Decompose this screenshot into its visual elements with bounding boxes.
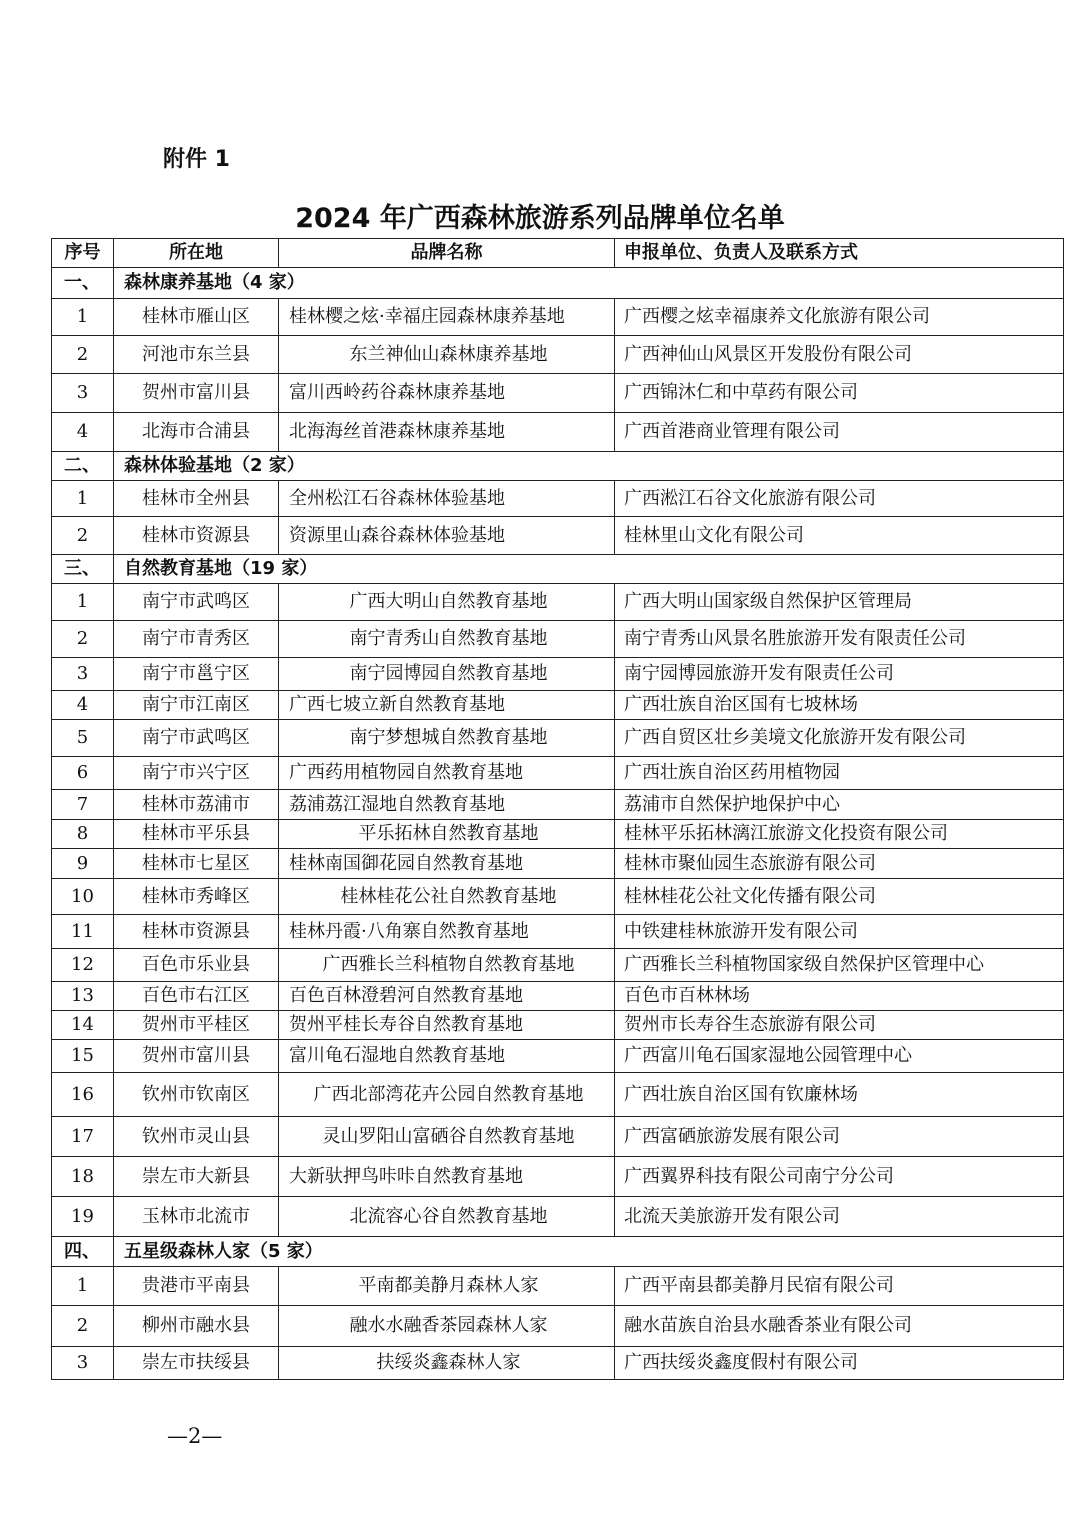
row-location: 玉林市北流市 xyxy=(114,1197,279,1237)
row-location: 钦州市灵山县 xyxy=(114,1117,279,1157)
section-name: 森林康养基地（4 家） xyxy=(114,268,1064,299)
row-number: 15 xyxy=(52,1040,114,1073)
row-location: 崇左市大新县 xyxy=(114,1157,279,1197)
row-location: 桂林市资源县 xyxy=(114,915,279,949)
row-location: 河池市东兰县 xyxy=(114,336,279,374)
row-number: 9 xyxy=(52,849,114,879)
table-row xyxy=(52,1073,1064,1117)
row-location: 柳州市融水县 xyxy=(114,1306,279,1347)
row-number: 1 xyxy=(52,481,114,517)
row-number: 1 xyxy=(52,1267,114,1306)
row-number: 3 xyxy=(52,1347,114,1380)
section-header-row xyxy=(52,1237,1064,1267)
row-brand-name: 荔浦荔江湿地自然教育基地 xyxy=(279,790,615,820)
table-row xyxy=(52,915,1064,949)
row-number: 18 xyxy=(52,1157,114,1197)
row-applicant-unit: 广西翼界科技有限公司南宁分公司 xyxy=(615,1157,1064,1197)
section-header-row xyxy=(52,555,1064,584)
header-unit: 申报单位、负责人及联系方式 xyxy=(615,239,1064,268)
row-location: 南宁市邕宁区 xyxy=(114,658,279,691)
row-brand-name: 广西药用植物园自然教育基地 xyxy=(279,757,615,790)
row-number: 13 xyxy=(52,982,114,1011)
table-row xyxy=(52,584,1064,621)
row-location: 钦州市钦南区 xyxy=(114,1073,279,1117)
table-row xyxy=(52,1347,1064,1380)
row-number: 2 xyxy=(52,517,114,555)
section-header-row xyxy=(52,268,1064,299)
row-brand-name: 北流容心谷自然教育基地 xyxy=(279,1197,615,1237)
table-row xyxy=(52,982,1064,1011)
document-title: 2024 年广西森林旅游系列品牌单位名单 xyxy=(295,203,785,234)
row-location: 南宁市武鸣区 xyxy=(114,720,279,757)
table-row xyxy=(52,374,1064,413)
row-number: 5 xyxy=(52,720,114,757)
table-row xyxy=(52,1197,1064,1237)
row-number: 2 xyxy=(52,621,114,658)
row-brand-name: 桂林桂花公社自然教育基地 xyxy=(279,879,615,915)
row-location: 桂林市七星区 xyxy=(114,849,279,879)
row-location: 南宁市兴宁区 xyxy=(114,757,279,790)
row-number: 14 xyxy=(52,1011,114,1040)
row-applicant-unit: 广西樱之炫幸福康养文化旅游有限公司 xyxy=(615,299,1064,336)
table-row xyxy=(52,691,1064,720)
row-applicant-unit: 广西壮族自治区药用植物园 xyxy=(615,757,1064,790)
row-brand-name: 平南都美静月森林人家 xyxy=(279,1267,615,1306)
row-brand-name: 资源里山森谷森林体验基地 xyxy=(279,517,615,555)
row-applicant-unit: 融水苗族自治县水融香茶业有限公司 xyxy=(615,1306,1064,1347)
row-applicant-unit: 广西锦沐仁和中草药有限公司 xyxy=(615,374,1064,413)
row-number: 4 xyxy=(52,413,114,452)
row-location: 北海市合浦县 xyxy=(114,413,279,452)
row-location: 贺州市富川县 xyxy=(114,1040,279,1073)
row-applicant-unit: 广西富川龟石国家湿地公园管理中心 xyxy=(615,1040,1064,1073)
section-index: 三、 xyxy=(52,555,114,584)
row-location: 贺州市富川县 xyxy=(114,374,279,413)
row-applicant-unit: 贺州市长寿谷生态旅游有限公司 xyxy=(615,1011,1064,1040)
row-location: 南宁市武鸣区 xyxy=(114,584,279,621)
header-location: 所在地 xyxy=(114,239,279,268)
section-name: 自然教育基地（19 家） xyxy=(114,555,1064,584)
row-applicant-unit: 中铁建桂林旅游开发有限公司 xyxy=(615,915,1064,949)
row-applicant-unit: 广西壮族自治区国有七坡林场 xyxy=(615,691,1064,720)
row-applicant-unit: 桂林桂花公社文化传播有限公司 xyxy=(615,879,1064,915)
row-applicant-unit: 广西大明山国家级自然保护区管理局 xyxy=(615,584,1064,621)
table-row xyxy=(52,790,1064,820)
row-applicant-unit: 荔浦市自然保护地保护中心 xyxy=(615,790,1064,820)
row-number: 16 xyxy=(52,1073,114,1117)
table-row xyxy=(52,820,1064,849)
row-brand-name: 平乐拓林自然教育基地 xyxy=(279,820,615,849)
table-row xyxy=(52,879,1064,915)
header-brand: 品牌名称 xyxy=(279,239,615,268)
row-number: 3 xyxy=(52,374,114,413)
row-brand-name: 桂林南国御花园自然教育基地 xyxy=(279,849,615,879)
row-applicant-unit: 广西淞江石谷文化旅游有限公司 xyxy=(615,481,1064,517)
row-brand-name: 南宁青秀山自然教育基地 xyxy=(279,621,615,658)
table-row xyxy=(52,757,1064,790)
row-applicant-unit: 广西自贸区壮乡美境文化旅游开发有限公司 xyxy=(615,720,1064,757)
row-location: 南宁市江南区 xyxy=(114,691,279,720)
row-number: 7 xyxy=(52,790,114,820)
section-index: 四、 xyxy=(52,1237,114,1267)
row-number: 3 xyxy=(52,658,114,691)
row-location: 南宁市青秀区 xyxy=(114,621,279,658)
row-applicant-unit: 桂林平乐拓林漓江旅游文化投资有限公司 xyxy=(615,820,1064,849)
table-header-row xyxy=(52,239,1064,268)
row-number: 12 xyxy=(52,949,114,982)
row-applicant-unit: 北流天美旅游开发有限公司 xyxy=(615,1197,1064,1237)
table-row xyxy=(52,720,1064,757)
row-brand-name: 富川西岭药谷森林康养基地 xyxy=(279,374,615,413)
row-location: 桂林市秀峰区 xyxy=(114,879,279,915)
row-number: 6 xyxy=(52,757,114,790)
row-location: 贺州市平桂区 xyxy=(114,1011,279,1040)
table-row xyxy=(52,621,1064,658)
row-applicant-unit: 广西首港商业管理有限公司 xyxy=(615,413,1064,452)
row-applicant-unit: 桂林里山文化有限公司 xyxy=(615,517,1064,555)
row-location: 桂林市雁山区 xyxy=(114,299,279,336)
row-brand-name: 大新驮押鸟咔咔自然教育基地 xyxy=(279,1157,615,1197)
page-number: —2— xyxy=(167,1424,223,1448)
row-number: 8 xyxy=(52,820,114,849)
section-name: 五星级森林人家（5 家） xyxy=(114,1237,1064,1267)
table-row xyxy=(52,849,1064,879)
section-header-row xyxy=(52,452,1064,481)
row-brand-name: 广西雅长兰科植物自然教育基地 xyxy=(279,949,615,982)
row-applicant-unit: 广西扶绥炎鑫度假村有限公司 xyxy=(615,1347,1064,1380)
table-row xyxy=(52,336,1064,374)
table-row xyxy=(52,658,1064,691)
table-row xyxy=(52,1267,1064,1306)
row-number: 1 xyxy=(52,299,114,336)
table-row xyxy=(52,1011,1064,1040)
row-applicant-unit: 广西雅长兰科植物国家级自然保护区管理中心 xyxy=(615,949,1064,982)
row-location: 崇左市扶绥县 xyxy=(114,1347,279,1380)
section-index: 二、 xyxy=(52,452,114,481)
row-number: 4 xyxy=(52,691,114,720)
row-brand-name: 北海海丝首港森林康养基地 xyxy=(279,413,615,452)
row-brand-name: 灵山罗阳山富硒谷自然教育基地 xyxy=(279,1117,615,1157)
table-row xyxy=(52,413,1064,452)
row-location: 桂林市平乐县 xyxy=(114,820,279,849)
row-number: 19 xyxy=(52,1197,114,1237)
row-location: 桂林市资源县 xyxy=(114,517,279,555)
row-number: 1 xyxy=(52,584,114,621)
section-index: 一、 xyxy=(52,268,114,299)
row-location: 桂林市全州县 xyxy=(114,481,279,517)
row-brand-name: 富川龟石湿地自然教育基地 xyxy=(279,1040,615,1073)
table-row xyxy=(52,1040,1064,1073)
brand-units-table xyxy=(51,238,1064,1380)
table-body xyxy=(52,268,1064,1380)
row-applicant-unit: 广西平南县都美静月民宿有限公司 xyxy=(615,1267,1064,1306)
row-applicant-unit: 南宁园博园旅游开发有限责任公司 xyxy=(615,658,1064,691)
table-row xyxy=(52,1306,1064,1347)
row-applicant-unit: 百色市百林林场 xyxy=(615,982,1064,1011)
row-brand-name: 广西七坡立新自然教育基地 xyxy=(279,691,615,720)
table-row xyxy=(52,949,1064,982)
table-row xyxy=(52,1117,1064,1157)
row-applicant-unit: 桂林市聚仙园生态旅游有限公司 xyxy=(615,849,1064,879)
row-number: 2 xyxy=(52,336,114,374)
row-applicant-unit: 广西壮族自治区国有钦廉林场 xyxy=(615,1073,1064,1117)
row-number: 10 xyxy=(52,879,114,915)
row-brand-name: 桂林丹霞·八角寨自然教育基地 xyxy=(279,915,615,949)
row-number: 2 xyxy=(52,1306,114,1347)
row-brand-name: 南宁园博园自然教育基地 xyxy=(279,658,615,691)
row-applicant-unit: 南宁青秀山风景名胜旅游开发有限责任公司 xyxy=(615,621,1064,658)
row-location: 百色市乐业县 xyxy=(114,949,279,982)
header-no: 序号 xyxy=(52,239,114,268)
table-row xyxy=(52,1157,1064,1197)
row-applicant-unit: 广西富硒旅游发展有限公司 xyxy=(615,1117,1064,1157)
row-brand-name: 广西北部湾花卉公园自然教育基地 xyxy=(279,1073,615,1117)
row-location: 桂林市荔浦市 xyxy=(114,790,279,820)
row-brand-name: 东兰神仙山森林康养基地 xyxy=(279,336,615,374)
table-row xyxy=(52,299,1064,336)
row-brand-name: 贺州平桂长寿谷自然教育基地 xyxy=(279,1011,615,1040)
row-brand-name: 全州松江石谷森林体验基地 xyxy=(279,481,615,517)
row-brand-name: 桂林樱之炫·幸福庄园森林康养基地 xyxy=(279,299,615,336)
table-row xyxy=(52,517,1064,555)
row-applicant-unit: 广西神仙山风景区开发股份有限公司 xyxy=(615,336,1064,374)
attachment-label: 附件 1 xyxy=(163,147,230,172)
row-brand-name: 南宁梦想城自然教育基地 xyxy=(279,720,615,757)
row-brand-name: 融水水融香茶园森林人家 xyxy=(279,1306,615,1347)
row-brand-name: 广西大明山自然教育基地 xyxy=(279,584,615,621)
section-name: 森林体验基地（2 家） xyxy=(114,452,1064,481)
row-location: 贵港市平南县 xyxy=(114,1267,279,1306)
row-number: 17 xyxy=(52,1117,114,1157)
row-number: 11 xyxy=(52,915,114,949)
row-location: 百色市右江区 xyxy=(114,982,279,1011)
table-row xyxy=(52,481,1064,517)
row-brand-name: 扶绥炎鑫森林人家 xyxy=(279,1347,615,1380)
row-brand-name: 百色百林澄碧河自然教育基地 xyxy=(279,982,615,1011)
